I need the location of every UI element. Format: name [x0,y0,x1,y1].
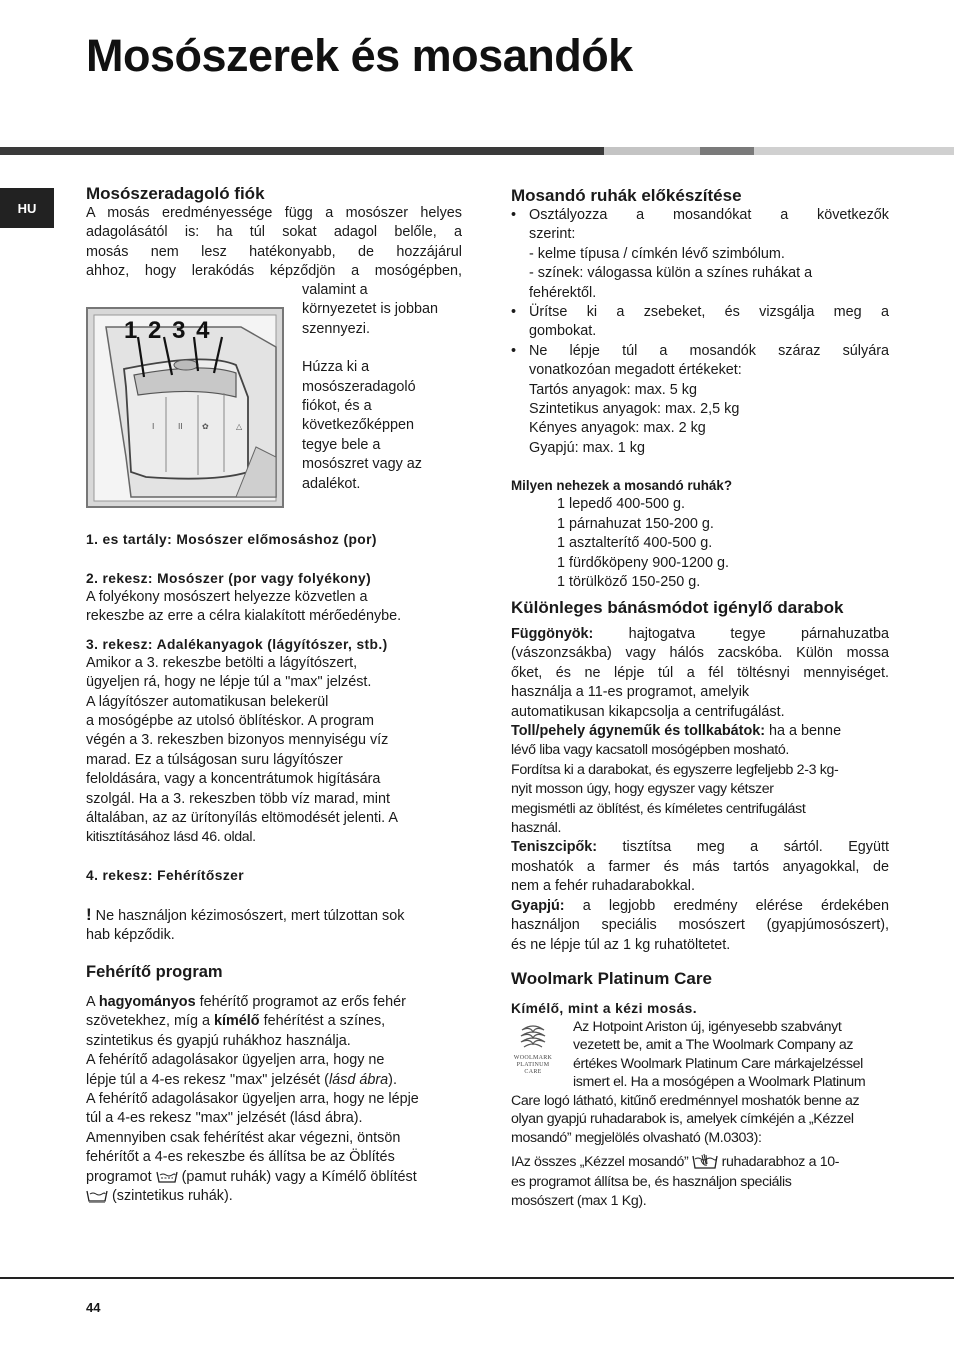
special-line: Teniszcipők: tisztítsa meg a sártól. Együtt [511,839,889,856]
right-column [511,185,889,592]
special-line: nyit mosson úgy, hogy egyszer vagy kétszer [511,781,774,798]
compartment-3-line: szolgál. Ha a 3. rekeszben több víz marad, mint [86,790,390,807]
side-line: környezetet is jobban [302,301,438,318]
drawer-text-line: A mosás eredményessége függ a mosószer helyes [86,205,462,221]
page-number: 44 [86,1300,101,1315]
woolmark-line: olyan gyapjú ruhadarabok is, amelyek címkéjén a „Kézzel [511,1111,854,1128]
bleach-line: A hagyományos fehérítő programot az erős fehér [86,994,406,1010]
bleach-line: programot (pamut ruhák) vagy a Kímélő öblítést [86,1168,417,1185]
woolmark-line: ismert el. Ha a mosógépen a Woolmark Platinum [573,1074,866,1091]
special-line: (vászonzsákba) vagy hálós zacskóba. Külön mossa [511,645,889,662]
special-line: használ. [511,820,562,837]
special-section [511,597,889,955]
header-bar-dark [0,147,604,155]
hand-wash-icon [692,1152,718,1170]
woolmark-line: IAz összes „Kézzel mosandó” ruhadarabhoz a 10- [511,1154,840,1171]
cotton-wash-icon [156,1169,178,1184]
side-line: mosószeradagoló [302,378,416,395]
woolmark-line: értékes Woolmark Platinum Care márkajelzéssel [573,1055,863,1072]
woolmark-full-text [511,1092,891,1211]
header-bar-mid [700,147,754,155]
bleach-heading: Fehérítő program [86,963,223,981]
woolmark-section [511,968,889,1018]
woolmark-line: mosandó” megjelölés olvasható (M.0303): [511,1129,762,1146]
compartment-3-line: végén a 3. rekeszben bizonyos mennyiségu víz [86,732,389,749]
compartment-1-heading: 1. es tartály: Mosószer előmosáshoz (por) [86,532,377,547]
woolmark-logo [507,1024,559,1080]
svg-text:II: II [178,422,183,431]
bleach-line: (szintetikus ruhák). [86,1187,462,1206]
special-line: őket, és ne lépje túl a fél töltésnyi mennyiséget. [511,664,889,681]
warning-line: ! Ne használjon kézimosószert, mert túlzottan sok [86,904,405,924]
figure-label-3: 3 [172,317,188,344]
list-item: 1 törülköző 150-250 g. [557,573,701,590]
bleach-line: szintetikus és gyapjú ruhákhoz használja. [86,1032,351,1049]
special-line: használja a 11-es programot, amelyik [511,684,750,701]
language-tab: HU [0,188,54,228]
compartment-4-heading: 4. rekesz: Fehérítőszer [86,867,244,883]
compartment-2-heading: 2. rekesz: Mosószer (por vagy folyékony) [86,571,372,586]
woolmark-subheading: Kímélő, mint a kézi mosás. [511,1001,697,1016]
weights-heading: Milyen nehezek a mosandó ruhák? [511,478,733,494]
prep-bullet: • Ne lépje túl a mosandók száraz súlyára vonatkozóan megadott értékeket: Tartós anyagok: max. 5 kg Szintetikus anyagok: max. 2,5 kg Kényes anyagok: max. 2 kg Gyapjú: max. 1 kg [511,342,889,458]
special-line: megismétli az öblítést, és kíméletes centrifugálást [511,800,806,817]
bleach-line: A fehérítő adagolásakor ügyeljen arra, hogy ne lépje [86,1091,419,1108]
special-line: használjon speciális mosószert (gyapjúmosószert), [511,917,889,934]
header-bar-light [604,147,700,155]
figure-label-2: 2 [148,317,164,344]
compartment-2-line: A folyékony mosószert helyezze közvetlen a [86,589,368,605]
warning-line-2: hab képződik. [86,927,175,944]
prep-heading: Mosandó ruhák előkészítése [511,186,742,205]
footer-rule [0,1277,954,1279]
compartment-3-line: ügyeljen rá, hogy ne lépje túl a "max" jelzést. [86,674,372,691]
compartment-3-line: feloldására, vagy a koncentrátumok higítására [86,771,381,788]
bleach-section [86,962,462,1206]
header-bar-light-end [754,147,954,155]
woolmark-line: Az Hotpoint Ariston új, igényesebb szabványt [573,1019,842,1035]
list-item: 1 asztalterítő 400-500 g. [557,535,713,552]
woolmark-line: mosószert (max 1 Kg). [511,1193,647,1210]
compartments [86,530,462,946]
compartment-2-line: rekeszbe az erre a célra kialakított mérőedénybe. [86,608,402,625]
bleach-line: Amennyiben csak fehérítést akar végezni, öntsön [86,1129,401,1146]
woolmark-heading: Woolmark Platinum Care [511,969,712,988]
compartment-3-line: A lágyítószer automatikusan belekerül [86,693,329,710]
synthetic-wash-icon [86,1188,108,1203]
figure-label-4: 4 [196,317,212,344]
side-line: szennyezi. [302,320,370,337]
special-heading: Különleges bánásmódot igénylő darabok [511,598,844,617]
prep-bullet: • Osztályozza a mosandókat a következők szerint: - kelme típusa / címkén lévő szimbólum. - színek: válogassa külön a színes ruhákat a fehérektől. [511,206,889,303]
compartment-3-line: a mosógépbe az utolsó öblítéskor. A program [86,713,374,730]
figure-label-1: 1 [124,317,140,344]
compartment-3-line: kitisztításához lásd 46. oldal. [86,829,256,846]
drawer-text-line: mosás nem lesz hatékonyabb, de hozzájárul [86,243,462,260]
left-column [86,183,462,282]
list-item: 1 fürdőköpeny 900-1200 g. [557,554,730,571]
woolmark-logo-text: WOOLMARK PLATINUM CARE [513,1055,553,1075]
special-line: és ne lépje túl az 1 kg ruhatöltetet. [511,936,731,953]
side-line: következőképpen [302,417,415,434]
woolmark-line: es programot állítsa be, és használjon speciális [511,1174,792,1191]
page-title: Mosószerek és mosandók [86,30,633,81]
drawer-heading: Mosószeradagoló fiók [86,184,265,203]
side-line: adalékot. [302,475,361,492]
side-line: mosószret vagy az [302,456,422,473]
bleach-line: szövetekhez, míg a kímélő fehérítést a színes, [86,1013,386,1030]
drawer-side-text [302,281,472,494]
woolmark-line: Care logó látható, kitűnő eredménnyel moshatók benne az [511,1093,860,1109]
svg-text:✿: ✿ [202,422,209,431]
drawer-text-line: ahhoz, hogy lerakódás képződjön a mosógépben, [86,263,462,280]
bleach-line: fehérítőt a 4-es rekeszbe és állítsa be az Öblítés [86,1149,395,1166]
special-line: lévő liba vagy kacsatoll mosógépben mosható. [511,742,789,759]
side-line: tegye bele a [302,436,381,453]
svg-text:I: I [152,422,155,431]
weights-list [511,495,889,592]
compartment-3-line: Amikor a 3. rekeszbe betölti a lágyítószert, [86,654,358,671]
svg-text:△: △ [236,422,243,431]
woolmark-indent-text [573,1018,891,1092]
special-line: moshatók a farmer és más tartós anyagokkal, de [511,858,889,875]
side-line: fiókot, és a [302,398,372,415]
list-item: 1 lepedő 400-500 g. [557,496,686,513]
side-line: Húzza ki a [302,359,370,376]
prep-bullet: • Ürítse ki a zsebeket, és vizsgálja meg a gombokat. [511,303,889,342]
bleach-line: lépje túl a 4-es rekesz "max" jelzését (lásd ábra). [86,1071,397,1088]
figure-labels [124,317,211,345]
drawer-text-line: adagolásától is: ha túl sokat adagol belőle, a [86,224,462,241]
special-line: Függönyök: hajtogatva tegye párnahuzatba [511,626,889,642]
special-line: nem a fehér ruhadarabokkal. [511,878,695,895]
side-line: valamint a [302,282,368,298]
compartment-3-heading: 3. rekesz: Adalékanyagok (lágyítószer, stb.) [86,636,388,652]
special-line: Fordítsa ki a darabokat, és egyszerre legfeljebb 2-3 kg- [511,761,839,778]
warning-icon: ! [86,904,92,924]
compartment-3-line: általában, az az ürítonyílás eltömodését jelenti. A [86,810,398,827]
detergent-drawer-figure [86,307,284,508]
bleach-line: túl a 4-es rekesz "max" jelzését (lásd ábra). [86,1110,363,1127]
list-item: 1 párnahuzat 150-200 g. [557,515,714,532]
woolmark-icon [518,1024,548,1050]
special-line: automatikusan kikapcsolja a centrifugálást. [511,703,785,720]
compartment-3-line: marad. Ez a túlságosan suru lágyítószer [86,751,343,768]
spacer [302,339,472,358]
woolmark-line: vezetett be, amit a The Woolmark Company az [573,1037,854,1054]
bleach-line: A fehérítő adagolásakor ügyeljen arra, hogy ne [86,1052,385,1069]
special-line: Gyapjú: a legjobb eredmény elérése érdekében [511,897,889,914]
special-line: Toll/pehely ágyneműk és tollkabátok: ha a benne [511,723,842,740]
